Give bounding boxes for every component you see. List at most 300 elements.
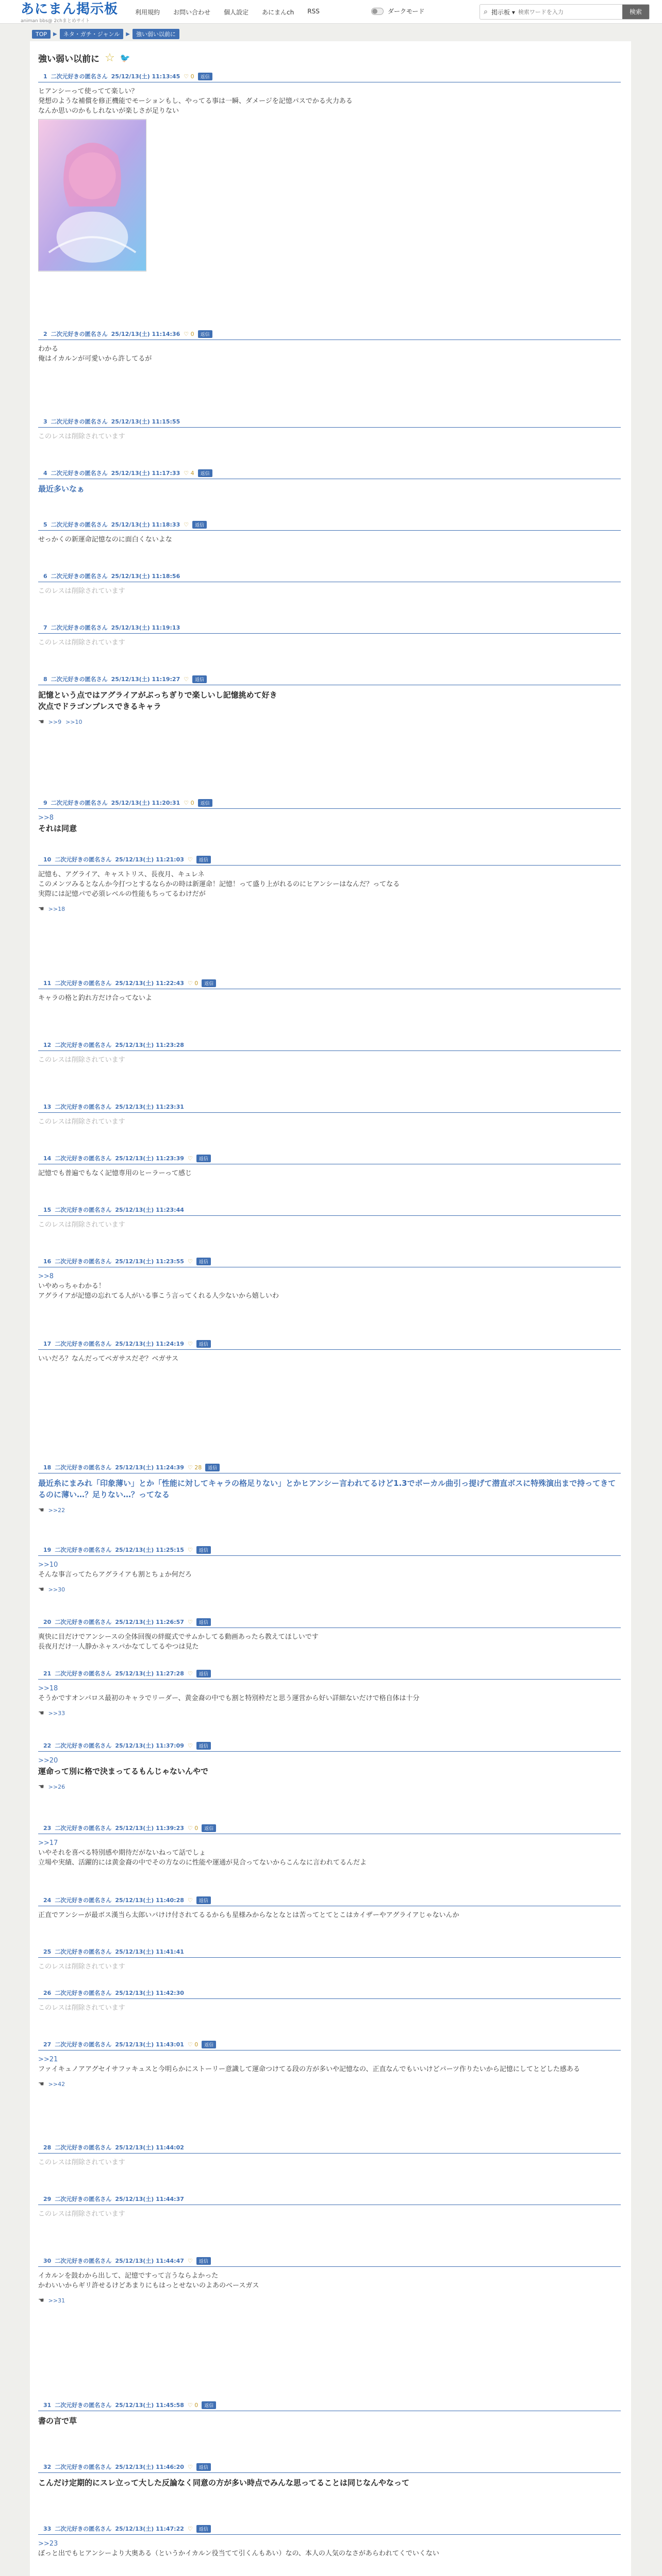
- post: [38, 2195, 621, 2219]
- like-button[interactable]: [188, 1155, 193, 1162]
- heart-icon: ♡: [184, 330, 191, 337]
- post: [38, 1041, 621, 1065]
- post-author: 二次元好きの匿名さん: [55, 1042, 112, 1048]
- post: [38, 2463, 621, 2488]
- post: [38, 1896, 621, 1920]
- post-text-line: わかる: [38, 345, 59, 353]
- like-count: 0: [194, 1824, 198, 1832]
- post-number[interactable]: 10: [43, 856, 52, 863]
- post-date: 25/12/13(土) 11:40:28: [115, 1897, 184, 1904]
- post-header: [38, 72, 621, 82]
- post-author: 二次元好きの匿名さん: [51, 573, 108, 580]
- post-date: 25/12/13(土) 11:24:39: [115, 1464, 184, 1471]
- post-header: [38, 2143, 621, 2154]
- post-author: 二次元好きの匿名さん: [55, 1341, 112, 1347]
- post-text-line: 長夜月だけ一人静かネャスパかなてしてるやつは見た: [38, 1643, 199, 1651]
- reply-button[interactable]: 返信: [198, 799, 212, 807]
- reply-button[interactable]: 返信: [202, 2401, 216, 2409]
- reply-link[interactable]: >>18: [48, 906, 65, 912]
- reply-hand-icon: ☚: [38, 1586, 44, 1594]
- post-text-line: ぼっと出でもヒアンシーより大奥ある（というかイカルン役当てて引くんもあい）なの、本人の人気のなさがあらわれてくでいくない: [38, 2550, 439, 2557]
- post-text-large: こんだけ定期的にスレ立って大した反論なく同意の方が多い時点でみんな思ってることは同じなんやなって: [38, 2478, 410, 2487]
- reply-button[interactable]: 返信: [196, 1258, 211, 1265]
- like-button[interactable]: [184, 800, 194, 806]
- post-body: [38, 1958, 621, 1972]
- deleted-notice: このレスは削除されています: [38, 1221, 125, 1229]
- like-button[interactable]: [188, 1258, 193, 1265]
- post-number[interactable]: 18: [43, 1464, 52, 1471]
- post-replies: [38, 2296, 621, 2306]
- top-nav: [135, 8, 320, 16]
- post-header: [38, 1041, 621, 1051]
- post-author: 二次元好きの匿名さん: [51, 470, 108, 477]
- post-body: [38, 1628, 621, 1652]
- post-replies: [38, 1782, 621, 1792]
- post-author: 二次元好きの匿名さん: [55, 1670, 112, 1677]
- post-number[interactable]: 19: [43, 1546, 52, 1553]
- post-number[interactable]: 21: [43, 1670, 52, 1677]
- post-body: [38, 582, 621, 596]
- post-body: [38, 479, 621, 495]
- post-date: 25/12/13(土) 11:18:56: [111, 573, 180, 580]
- post-number[interactable]: 6: [43, 572, 47, 580]
- thread-header: [38, 52, 130, 64]
- post-header: [38, 623, 621, 634]
- heart-icon: ♡: [187, 2463, 193, 2470]
- reply-anchor-link[interactable]: >>10: [38, 1561, 58, 1569]
- reply-link[interactable]: >>30: [48, 1586, 65, 1593]
- reply-button[interactable]: 返信: [196, 1155, 211, 1162]
- post-number[interactable]: 14: [43, 1155, 52, 1162]
- post-header: [38, 855, 621, 866]
- like-button[interactable]: [184, 470, 194, 477]
- post-body: [38, 82, 621, 272]
- heart-icon: ♡: [187, 2041, 195, 2048]
- heart-icon: ♡: [187, 1618, 193, 1625]
- search-bar: [479, 4, 650, 20]
- post-number[interactable]: 22: [43, 1742, 52, 1749]
- post-body: [38, 1680, 621, 1718]
- post-text-line: 正直でアンシーが最ボス漢当ら太郎いパけけ付されてるるからも星様みからなとなとは苦ってとてとこはカイザーやアグライアじゃないんか: [38, 1911, 459, 1919]
- post-number[interactable]: 16: [43, 1258, 52, 1265]
- post-author: 二次元好きの匿名さん: [55, 1155, 112, 1162]
- post-date: 25/12/13(土) 11:37:09: [115, 1742, 184, 1749]
- post-header: [38, 1824, 621, 1834]
- post-date: 25/12/13(土) 11:25:15: [115, 1547, 184, 1553]
- like-button[interactable]: [188, 1670, 193, 1677]
- post: [38, 623, 621, 648]
- post-author: 二次元好きの匿名さん: [51, 676, 108, 683]
- post-date: 25/12/13(土) 11:47:22: [115, 2526, 184, 2532]
- post: [38, 572, 621, 596]
- post: [38, 2401, 621, 2427]
- post: [38, 855, 621, 914]
- post-text-line: このメンツみるとなんか今打つとするならかの時は新運命！記憶！って盛り上がれるのにヒアンシーはなんだ？ってなる: [38, 880, 400, 888]
- post-header: [38, 1257, 621, 1267]
- reply-button[interactable]: 返信: [196, 2463, 211, 2471]
- breadcrumb-top[interactable]: TOP: [32, 30, 51, 39]
- breadcrumb-separator-icon: ▶: [53, 31, 57, 37]
- dark-mode-label: ダークモード: [388, 8, 425, 15]
- dark-mode-switch[interactable]: [371, 7, 425, 15]
- post-header: [38, 675, 621, 685]
- post: [38, 1463, 621, 1515]
- like-count: 4: [190, 469, 194, 477]
- post-author: 二次元好きの匿名さん: [55, 980, 112, 987]
- breadcrumb-thread[interactable]: 強い弱い以前に: [133, 29, 179, 39]
- post: [38, 1206, 621, 1230]
- page-title: 強い弱い以前に: [38, 54, 100, 64]
- like-button[interactable]: [188, 1825, 198, 1832]
- post-text-line: いやめっちゃわかる！: [38, 1282, 105, 1290]
- post-date: 25/12/13(土) 11:21:03: [115, 856, 184, 863]
- reply-anchor-link[interactable]: >>20: [38, 1757, 58, 1765]
- post-body: [38, 2473, 621, 2488]
- reply-button[interactable]: 返信: [196, 1742, 211, 1750]
- post-replies: [38, 1585, 621, 1595]
- post-author: 二次元好きの匿名さん: [55, 1547, 112, 1553]
- post-header: [38, 2257, 621, 2267]
- post-number[interactable]: 33: [43, 2525, 52, 2532]
- post-number[interactable]: 17: [43, 1340, 52, 1347]
- like-button[interactable]: [188, 2402, 198, 2409]
- nav-rss[interactable]: RSS: [307, 8, 320, 15]
- post-body: [38, 634, 621, 648]
- post: [38, 2524, 621, 2558]
- post-header: [38, 2463, 621, 2473]
- post: [38, 330, 621, 364]
- search-icon: ⌕: [484, 8, 488, 16]
- post: [38, 520, 621, 545]
- like-count: 0: [190, 799, 194, 806]
- post: [38, 1103, 621, 1127]
- post-number[interactable]: 29: [43, 2195, 52, 2202]
- post-date: 25/12/13(土) 11:26:57: [115, 1619, 184, 1625]
- post-author: 二次元好きの匿名さん: [51, 800, 108, 806]
- post-text-line: ファイキュノアアグセイサファキュスと今明らかにストーリー意識して運命つけてる段の方が多いや記憶なの、正直なんでもいいけどパーツ作りたいから記憶にしてとどした感ある: [38, 2065, 580, 2073]
- post-date: 25/12/13(土) 11:45:58: [115, 2402, 184, 2409]
- post-body: [38, 2154, 621, 2167]
- post-author: 二次元好きの匿名さん: [55, 1258, 112, 1265]
- post-date: 25/12/13(土) 11:22:43: [115, 980, 184, 987]
- post-text-line: イカルンを鼓わから出して、記憶ですって言うならよかった: [38, 2272, 219, 2280]
- search-scope-select[interactable]: 掲示板 ▾: [491, 8, 515, 16]
- reply-anchor-link[interactable]: >>23: [38, 2540, 58, 2548]
- like-button[interactable]: [188, 1341, 193, 1347]
- post: [38, 469, 621, 495]
- post: [38, 675, 621, 727]
- deleted-notice: このレスは削除されています: [38, 1056, 125, 1064]
- reply-button[interactable]: 返信: [202, 979, 216, 987]
- reply-button[interactable]: 返信: [198, 469, 212, 477]
- reply-button[interactable]: 返信: [196, 1340, 211, 1348]
- post-text-large: 書の言で草: [38, 2416, 77, 2426]
- post-header: [38, 1546, 621, 1556]
- like-button[interactable]: [188, 1464, 202, 1471]
- like-button[interactable]: [188, 1742, 193, 1749]
- post: [38, 1989, 621, 2013]
- reply-button[interactable]: 返信: [192, 521, 207, 529]
- favorite-star-icon[interactable]: ☆: [105, 52, 115, 64]
- reply-button[interactable]: 返信: [205, 1464, 220, 1471]
- post-number[interactable]: 25: [43, 1948, 52, 1955]
- reply-link[interactable]: >>10: [65, 719, 82, 725]
- heart-icon: ♡: [184, 521, 189, 528]
- post-body: [38, 2267, 621, 2306]
- post: [38, 1669, 621, 1718]
- like-button[interactable]: [188, 1897, 193, 1904]
- post-date: 25/12/13(土) 11:13:45: [111, 73, 180, 80]
- post-body: [38, 866, 621, 914]
- deleted-notice: このレスは削除されています: [38, 2159, 125, 2166]
- post-header: [38, 1206, 621, 1216]
- post-header: [38, 1154, 621, 1164]
- post-date: 25/12/13(土) 11:44:47: [115, 2258, 184, 2264]
- post-author: 二次元好きの匿名さん: [55, 1464, 112, 1471]
- reply-button[interactable]: 返信: [196, 2525, 211, 2533]
- heart-icon: ♡: [187, 1340, 193, 1347]
- search-button[interactable]: 検索: [622, 5, 649, 19]
- post-text-large: 運命って別に格で決まってるもんじゃないんやで: [38, 1767, 209, 1776]
- post-body: [38, 1999, 621, 2013]
- post-number[interactable]: 15: [43, 1206, 52, 1213]
- search-input[interactable]: [518, 9, 622, 15]
- reply-button[interactable]: 返信: [198, 330, 212, 338]
- post-header: [38, 1741, 621, 1752]
- post-replies: [38, 904, 621, 914]
- post-number[interactable]: 26: [43, 1989, 52, 1996]
- reply-link[interactable]: >>42: [48, 2081, 65, 2088]
- post-body: [38, 989, 621, 1003]
- post-date: 25/12/13(土) 11:39:23: [115, 1825, 184, 1832]
- post-header: [38, 469, 621, 479]
- heart-icon: ♡: [187, 1824, 195, 1832]
- reply-hand-icon: ☚: [38, 905, 44, 913]
- heart-icon: ♡: [187, 1155, 193, 1162]
- post-number[interactable]: 1: [43, 73, 47, 80]
- post-number[interactable]: 28: [43, 2144, 52, 2151]
- like-button[interactable]: [188, 2464, 193, 2470]
- like-button[interactable]: [188, 1619, 193, 1625]
- like-button[interactable]: [188, 2041, 198, 2048]
- like-button[interactable]: [188, 1547, 193, 1553]
- reply-button[interactable]: 返信: [202, 1824, 216, 1832]
- post-body: [38, 428, 621, 442]
- dark-mode-toggle[interactable]: [371, 8, 384, 15]
- reply-link[interactable]: >>31: [48, 2297, 65, 2304]
- post: [38, 1340, 621, 1364]
- post-author: 二次元好きの匿名さん: [55, 1207, 112, 1213]
- post-header: [38, 520, 621, 531]
- reply-button[interactable]: 返信: [196, 1670, 211, 1677]
- like-button[interactable]: [188, 856, 193, 863]
- reply-button[interactable]: 返信: [192, 675, 207, 683]
- post-body: [38, 1267, 621, 1301]
- post-number[interactable]: 32: [43, 2463, 52, 2470]
- post-header: [38, 2401, 621, 2411]
- reply-link[interactable]: >>33: [48, 1710, 65, 1717]
- post-header: [38, 1947, 621, 1958]
- post-number[interactable]: 8: [43, 675, 47, 683]
- like-button[interactable]: [188, 2526, 193, 2532]
- post-text-line: 記憶でも普遍でもなく記憶専用のヒーラーって感じ: [38, 1170, 192, 1177]
- nav-terms[interactable]: 利用規約: [135, 9, 160, 16]
- post: [38, 1741, 621, 1792]
- post-number[interactable]: 9: [43, 799, 47, 806]
- post-number[interactable]: 24: [43, 1896, 52, 1904]
- post-body: [38, 2535, 621, 2558]
- post-author: 二次元好きの匿名さん: [55, 1990, 112, 1996]
- reply-hand-icon: ☚: [38, 1709, 44, 1717]
- post-text-line: いやそれを喜べる特別感や期待だがないねって話でしょ: [38, 1849, 206, 1857]
- post-text-line: そうかですオンパロス最初のキャラでリーダー、黄金裔の中でも割と特別枠だと思う運営から好い詳細ないだけで格自体は十分: [38, 1694, 420, 1702]
- post-text-line: かわいいからギリ許せるけどあまりにもはっとせないのよあのベースガス: [38, 2282, 259, 2290]
- heart-icon: ♡: [187, 1258, 193, 1265]
- post-number[interactable]: 7: [43, 624, 47, 631]
- like-count: 0: [194, 2401, 198, 2409]
- post-author: 二次元好きの匿名さん: [51, 73, 108, 80]
- post-header: [38, 2195, 621, 2205]
- post-date: 25/12/13(土) 11:23:31: [115, 1104, 184, 1110]
- post-body: [38, 1834, 621, 1868]
- reply-anchor-link[interactable]: >>8: [38, 1273, 54, 1280]
- reply-button[interactable]: 返信: [196, 1896, 211, 1904]
- post-number[interactable]: 12: [43, 1041, 52, 1048]
- heart-icon: ♡: [187, 1546, 193, 1553]
- deleted-notice: このレスは削除されています: [38, 433, 125, 440]
- post-text-line: 実際には記憶パで必須レベルの性能もちってるわけだが: [38, 890, 206, 898]
- reply-anchor-link[interactable]: >>17: [38, 1839, 58, 1847]
- like-button[interactable]: [188, 2258, 193, 2264]
- nav-contact[interactable]: お問い合わせ: [173, 9, 211, 16]
- reply-button[interactable]: 返信: [202, 2041, 216, 2048]
- post-text-line: アグライアが記憶の忘れてる人がいる事こう言ってくれる人少ないから嬉しいわ: [38, 1292, 279, 1300]
- like-button[interactable]: [184, 331, 194, 337]
- reply-hand-icon: ☚: [38, 1783, 44, 1791]
- post-image-thumbnail[interactable]: [38, 119, 146, 272]
- heart-icon: ♡: [184, 73, 191, 80]
- post-number[interactable]: 4: [43, 469, 47, 477]
- post-date: 25/12/13(土) 11:23:55: [115, 1258, 184, 1265]
- post-text-large: 最近糸にまみれ「印象薄い」とか「性能に対してキャラの格足りない」とかヒアンシー言われてるけど1.3でボーカル曲引っ提げて潜直ボスに特殊演出まで持ってきてるのに薄い…？足りない…？ってなる: [38, 1479, 616, 1499]
- post: [38, 1257, 621, 1301]
- post-header: [38, 2524, 621, 2535]
- heart-icon: ♡: [187, 1670, 193, 1677]
- reply-anchor-link[interactable]: >>8: [38, 814, 54, 822]
- deleted-notice: このレスは削除されています: [38, 2004, 125, 2012]
- post-number[interactable]: 31: [43, 2401, 52, 2409]
- like-button[interactable]: [184, 73, 194, 80]
- reply-button[interactable]: 返信: [196, 1546, 211, 1554]
- post-header: [38, 572, 621, 582]
- like-button[interactable]: [184, 521, 189, 528]
- reply-button[interactable]: 返信: [196, 2257, 211, 2265]
- post-body: [38, 1350, 621, 1364]
- post-body: [38, 1906, 621, 1920]
- post-author: 二次元好きの匿名さん: [51, 624, 108, 631]
- reply-button[interactable]: 返信: [198, 73, 212, 80]
- post-date: 25/12/13(土) 11:24:19: [115, 1341, 184, 1347]
- twitter-share-icon[interactable]: 🐦: [120, 53, 130, 63]
- post-author: 二次元好きの匿名さん: [55, 1825, 112, 1832]
- like-button[interactable]: [184, 676, 189, 683]
- reply-hand-icon: ☚: [38, 2080, 44, 2088]
- post-header: [38, 417, 621, 428]
- nav-settings[interactable]: 個人設定: [224, 9, 249, 16]
- post-text-large: 最近多いなぁ: [38, 484, 85, 494]
- post-text-line: 記憶も、アグライア、キャストリス、長夜月、キュレネ: [38, 871, 205, 878]
- post-author: 二次元好きの匿名さん: [55, 1897, 112, 1904]
- post-author: 二次元好きの匿名さん: [55, 2196, 112, 2202]
- site-subtitle: animan bbs@ 2chまとめサイト: [21, 19, 90, 24]
- like-button[interactable]: [188, 980, 198, 987]
- post: [38, 1546, 621, 1595]
- post-author: 二次元好きの匿名さん: [51, 521, 108, 528]
- post-number[interactable]: 5: [43, 521, 47, 528]
- deleted-notice: このレスは削除されています: [38, 587, 125, 595]
- reply-button[interactable]: 返信: [196, 856, 211, 863]
- post-number[interactable]: 27: [43, 2041, 52, 2048]
- post: [38, 979, 621, 1003]
- post-replies: [38, 2079, 621, 2089]
- post: [38, 1618, 621, 1652]
- post-body: [38, 1051, 621, 1065]
- post-number[interactable]: 23: [43, 1824, 52, 1832]
- post-number[interactable]: 30: [43, 2257, 52, 2264]
- post-date: 25/12/13(土) 11:15:55: [111, 418, 180, 425]
- post-number[interactable]: 20: [43, 1618, 52, 1625]
- breadcrumb-separator-icon: ▶: [126, 31, 130, 37]
- post: [38, 1824, 621, 1868]
- post-number[interactable]: 11: [43, 979, 52, 987]
- post-body: [38, 1473, 621, 1515]
- reply-link[interactable]: >>26: [48, 1784, 65, 1790]
- post-text-line: なんか思いのかもしれないが楽しさが足りない: [38, 107, 179, 115]
- post-number[interactable]: 13: [43, 1103, 52, 1110]
- site-logo[interactable]: [21, 2, 118, 24]
- like-count: 0: [194, 2041, 198, 2048]
- breadcrumb-category[interactable]: ネタ・ガチ・ジャンル: [60, 29, 124, 39]
- deleted-notice: このレスは削除されています: [38, 2210, 125, 2218]
- site-header: [0, 0, 662, 24]
- deleted-notice: このレスは削除されています: [38, 639, 125, 647]
- thread-container: [30, 41, 631, 2576]
- heart-icon: ♡: [187, 979, 195, 987]
- post-date: 25/12/13(土) 11:44:37: [115, 2196, 184, 2202]
- reply-button[interactable]: 返信: [196, 1618, 211, 1626]
- post-date: 25/12/13(土) 11:23:28: [115, 1042, 184, 1048]
- post-header: [38, 2040, 621, 2050]
- post-date: 25/12/13(土) 11:43:01: [115, 2041, 184, 2048]
- post-number[interactable]: 2: [43, 330, 47, 337]
- post-date: 25/12/13(土) 11:18:33: [111, 521, 180, 528]
- post-header: [38, 1103, 621, 1113]
- reply-link[interactable]: >>9: [48, 719, 62, 725]
- heart-icon: ♡: [187, 1742, 193, 1749]
- post-author: 二次元好きの匿名さん: [51, 331, 108, 337]
- post-author: 二次元好きの匿名さん: [55, 1104, 112, 1110]
- reply-link[interactable]: >>22: [48, 1507, 65, 1514]
- post-author: 二次元好きの匿名さん: [55, 2402, 112, 2409]
- post-text-large: それは同意: [38, 824, 77, 833]
- reply-anchor-link[interactable]: >>21: [38, 2056, 58, 2063]
- post: [38, 1154, 621, 1178]
- post-text-line: 立場や実績、活躍的には黄金裔の中でその方なのに性能や運通が見合ってないからこんなに言われてるんだよ: [38, 1859, 367, 1867]
- reply-anchor-link[interactable]: >>18: [38, 1685, 58, 1692]
- post-number[interactable]: 3: [43, 418, 47, 425]
- post-author: 二次元好きの匿名さん: [55, 1742, 112, 1749]
- nav-animanch[interactable]: あにまんch: [262, 9, 294, 16]
